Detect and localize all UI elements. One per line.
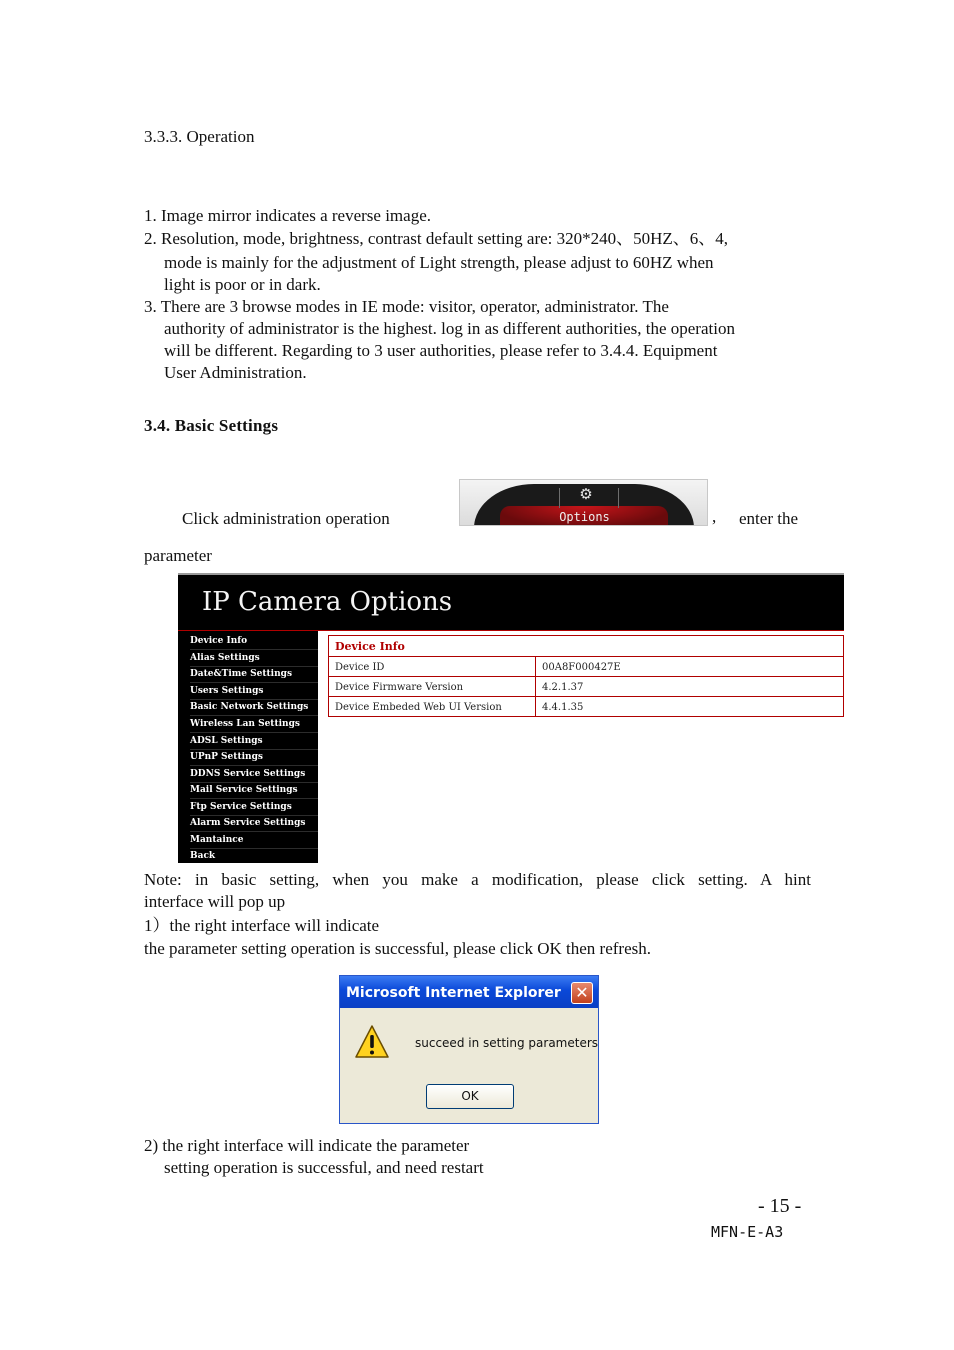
sidebar-item-datetime[interactable]: Date&Time Settings bbox=[190, 666, 318, 683]
ip-camera-sidebar bbox=[178, 631, 318, 863]
note-line-1: Note: in basic setting, when you make a modification, please click setting. A hint bbox=[144, 870, 811, 889]
device-info-table bbox=[328, 635, 844, 717]
table-divider bbox=[329, 676, 843, 677]
ip-camera-options-screenshot bbox=[178, 573, 844, 863]
note-line-2: interface will pop up bbox=[144, 892, 286, 911]
sidebar-item-ftp[interactable]: Ftp Service Settings bbox=[190, 799, 318, 816]
model-code: MFN-E-A3 bbox=[711, 1223, 784, 1241]
list-item-2-cont: mode is mainly for the adjustment of Light strength, please adjust to 60HZ when bbox=[164, 253, 714, 272]
ok-button[interactable]: OK bbox=[426, 1084, 514, 1109]
section-333-title: 3.3.3. Operation bbox=[144, 127, 255, 146]
table-row-label: Device ID bbox=[335, 662, 385, 673]
sidebar-item-ddns[interactable]: DDNS Service Settings bbox=[190, 766, 318, 783]
warning-icon bbox=[354, 1024, 390, 1060]
options-divider bbox=[559, 488, 560, 508]
note-line-3: 1）the right interface will indicate bbox=[144, 916, 380, 935]
click-instruction-3: parameter bbox=[144, 546, 212, 565]
note-line-4: the parameter setting operation is successful, please click OK then refresh. bbox=[144, 939, 651, 958]
dialog-title: Microsoft Internet Explorer bbox=[346, 985, 561, 1001]
table-divider bbox=[329, 656, 843, 657]
sidebar-item-alarm[interactable]: Alarm Service Settings bbox=[190, 815, 318, 832]
gear-icon: ⚙ bbox=[579, 485, 593, 503]
ip-camera-title: IP Camera Options bbox=[202, 587, 453, 617]
click-comma: , bbox=[712, 507, 717, 526]
list-item-1: 1. Image mirror indicates a reverse image. bbox=[144, 206, 431, 225]
list-item-3-cont: authority of administrator is the highest. log in as different authorities, the operation bbox=[164, 319, 735, 338]
sidebar-item-adsl[interactable]: ADSL Settings bbox=[190, 733, 318, 750]
page-number: - 15 - bbox=[758, 1195, 802, 1217]
list-item-3-cont: User Administration. bbox=[164, 363, 307, 382]
click-instruction: Click administration operation bbox=[182, 509, 390, 528]
options-label: Options bbox=[559, 510, 610, 524]
table-row-value: 00A8F000427E bbox=[542, 662, 621, 673]
table-row-value: 4.4.1.35 bbox=[542, 702, 584, 713]
sidebar-item-upnp[interactable]: UPnP Settings bbox=[190, 749, 318, 766]
section-34-title: 3.4. Basic Settings bbox=[144, 416, 279, 435]
list-item-2: 2. Resolution, mode, brightness, contrast default setting are: 320*240、50HZ、6、4, bbox=[144, 229, 729, 248]
list-item-3-cont: will be different. Regarding to 3 user authorities, please refer to 3.4.4. Equipment bbox=[164, 341, 718, 360]
table-row-label: Device Embeded Web UI Version bbox=[335, 702, 502, 713]
table-row-label: Device Firmware Version bbox=[335, 682, 464, 693]
table-column-divider bbox=[535, 657, 536, 717]
sidebar-item-back[interactable]: Back bbox=[190, 851, 216, 861]
list-item-2-cont: light is poor or in dark. bbox=[164, 275, 321, 294]
device-info-header: Device Info bbox=[335, 640, 405, 653]
item-2-line-1: 2) the right interface will indicate the parameter bbox=[144, 1136, 470, 1155]
click-instruction-2: enter the bbox=[739, 509, 798, 528]
ie-dialog bbox=[339, 975, 599, 1124]
options-divider bbox=[618, 488, 619, 508]
item-2-line-2: setting operation is successful, and need restart bbox=[164, 1158, 484, 1177]
sidebar-item-maintenance[interactable]: Mantaince bbox=[190, 832, 318, 849]
list-item-3: 3. There are 3 browse modes in IE mode: visitor, operator, administrator. The bbox=[144, 297, 669, 316]
sidebar-item-basic-network[interactable]: Basic Network Settings bbox=[190, 699, 318, 716]
sidebar-item-alias[interactable]: Alias Settings bbox=[190, 650, 318, 667]
ip-camera-banner bbox=[178, 573, 844, 630]
sidebar-item-users[interactable]: Users Settings bbox=[190, 683, 318, 700]
table-divider bbox=[329, 696, 843, 697]
table-row-value: 4.2.1.37 bbox=[542, 682, 584, 693]
sidebar-item-wireless[interactable]: Wireless Lan Settings bbox=[190, 716, 318, 733]
dialog-message: succeed in setting parameters bbox=[415, 1036, 599, 1050]
sidebar-item-mail[interactable]: Mail Service Settings bbox=[190, 782, 318, 799]
options-button[interactable] bbox=[459, 479, 708, 526]
sidebar-item-device-info[interactable]: Device Info bbox=[190, 633, 318, 650]
close-icon[interactable]: ✕ bbox=[571, 982, 593, 1004]
dialog-titlebar bbox=[340, 976, 598, 1008]
